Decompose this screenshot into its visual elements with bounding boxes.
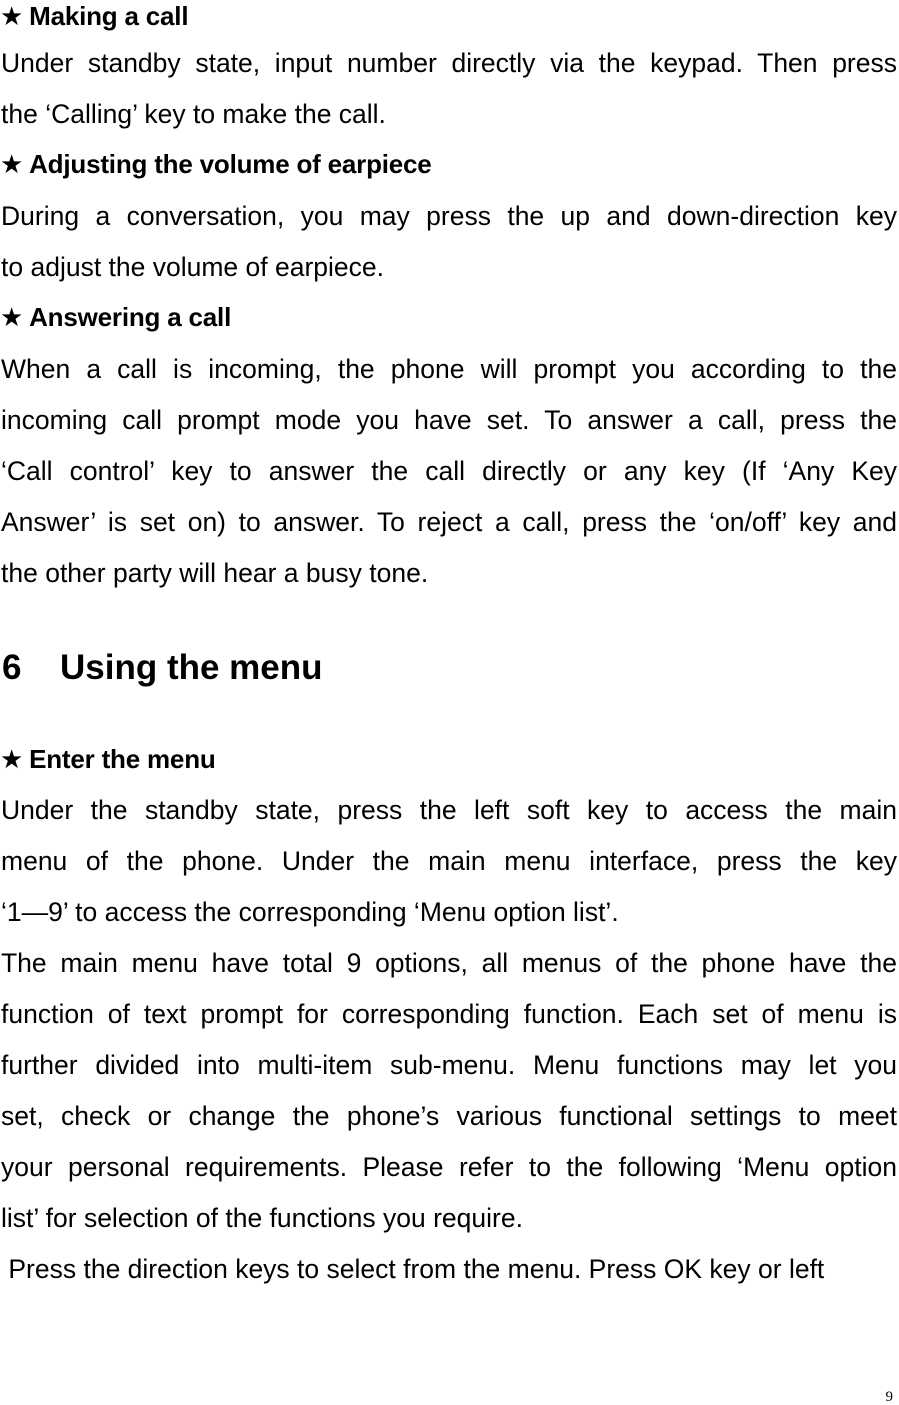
star-icon: ★: [0, 744, 24, 774]
heading-text: Answering a call: [29, 302, 232, 332]
paragraph-line: During a conversation, you may press the up and down-direction key: [1, 201, 897, 231]
paragraph-line: Under the standby state, press the left soft key to access the main: [1, 795, 897, 825]
heading-making-a-call: [0, 0, 188, 32]
section-title: [2, 646, 323, 690]
paragraph-line: your personal requirements. Please refer to the following ‘Menu option: [1, 1152, 897, 1182]
heading-answering-a-call: [0, 301, 231, 333]
paragraph-line: the other party will hear a busy tone.: [1, 558, 429, 588]
paragraph-line: list’ for selection of the functions you require.: [1, 1203, 523, 1233]
star-icon: ★: [0, 1, 24, 31]
paragraph-line: further divided into multi-item sub-menu. Menu functions may let you: [1, 1050, 897, 1080]
paragraph-line: ‘1—9’ to access the corresponding ‘Menu option list’.: [1, 897, 619, 927]
paragraph-line: Under standby state, input number directly via the keypad. Then press: [1, 48, 897, 78]
heading-text: Making a call: [29, 1, 189, 31]
paragraph-line: The main menu have total 9 options, all menus of the phone have the: [1, 948, 897, 978]
paragraph-line: When a call is incoming, the phone will prompt you according to the: [1, 354, 897, 384]
paragraph-line: to adjust the volume of earpiece.: [1, 252, 385, 282]
heading-enter-the-menu: [0, 743, 216, 775]
paragraph-line: the ‘Calling’ key to make the call.: [1, 99, 386, 129]
star-icon: ★: [0, 302, 24, 332]
paragraph-line: function of text prompt for corresponding function. Each set of menu is: [1, 999, 897, 1029]
heading-adjusting-volume: [0, 148, 432, 180]
section-title-text: Using the menu: [60, 648, 323, 687]
paragraph-line: incoming call prompt mode you have set. To answer a call, press the: [1, 405, 897, 435]
star-icon: ★: [0, 149, 24, 179]
paragraph-line: menu of the phone. Under the main menu interface, press the key: [1, 846, 897, 876]
heading-text: Adjusting the volume of earpiece: [29, 149, 432, 179]
paragraph-line: set, check or change the phone’s various functional settings to meet: [1, 1101, 897, 1131]
page-number: 9: [885, 1389, 893, 1405]
heading-text: Enter the menu: [29, 744, 216, 774]
paragraph-line: Answer’ is set on) to answer. To reject a call, press the ‘on/off’ key and: [1, 507, 897, 537]
section-number: 6: [2, 648, 22, 687]
paragraph-line: ‘Call control’ key to answer the call directly or any key (If ‘Any Key: [1, 456, 897, 486]
paragraph-line: Press the direction keys to select from the menu. Press OK key or left: [1, 1254, 825, 1284]
